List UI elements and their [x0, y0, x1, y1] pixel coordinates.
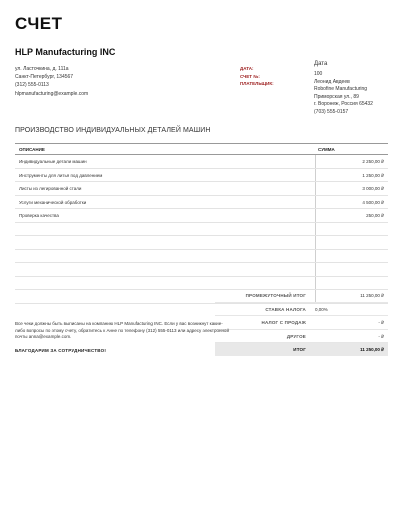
table-row	[15, 209, 388, 223]
payer-company: Robofine Manufacturing	[314, 86, 368, 93]
total-label: ИТОГ	[293, 347, 306, 352]
item-amount: 2 250,00 ₽	[362, 159, 384, 164]
table-row	[15, 277, 388, 291]
item-amount: 3 000,00 ₽	[362, 186, 384, 191]
table-body	[15, 155, 388, 304]
tax-rate-row	[215, 303, 388, 317]
date-label: ДАТА:	[240, 66, 254, 71]
payer-street: Приморская ул., 89	[314, 93, 359, 100]
payer-city: г. Воронеж, Россия 65432	[314, 101, 373, 108]
date-value: Дата	[314, 61, 328, 67]
table-row	[15, 196, 388, 210]
item-description: Инструменты для литья под давлением	[19, 172, 103, 178]
company-email: hlpmanufacturing@example.com	[15, 90, 89, 97]
thanks-message: БЛАГОДАРИМ ЗА СОТРУДНИЧЕСТВО!	[15, 348, 107, 353]
invoice-meta-values	[314, 61, 373, 117]
sales-tax-row	[215, 316, 388, 330]
other-row	[215, 330, 388, 344]
item-description: Проверка качества	[19, 213, 59, 218]
item-amount: 250,00 ₽	[366, 213, 384, 218]
company-phone: (312) 555-0113	[15, 82, 49, 89]
company-name: HLP Manufacturing INC	[15, 47, 116, 57]
invoice-number-value: 100	[314, 71, 323, 77]
sales-tax-label: НАЛОГ С ПРОДАЖ	[261, 320, 306, 325]
table-row	[15, 263, 388, 277]
subtotal-label: ПРОМЕЖУТОЧНЫЙ ИТОГ	[245, 293, 306, 298]
amount-header: СУММА	[318, 146, 335, 152]
items-table	[15, 143, 388, 304]
table-row	[15, 169, 388, 183]
tax-rate-value: 0,00%	[315, 306, 328, 312]
item-amount: 4 500,00 ₽	[362, 199, 384, 205]
table-row	[15, 155, 388, 169]
table-row	[15, 223, 388, 237]
invoice-number-label: СЧЕТ №:	[240, 73, 260, 79]
table-row	[15, 250, 388, 264]
company-city: Санкт-Петербург, 134567	[15, 74, 74, 81]
invoice-meta-labels	[240, 65, 274, 88]
other-label: ДРУГОЕ	[286, 333, 306, 339]
item-description: Индивидуальные детали машин	[19, 159, 87, 164]
payer-label: ПЛАТЕЛЬЩИК:	[240, 81, 274, 87]
item-description: Услуги механической обработки	[19, 199, 87, 205]
totals-block	[215, 289, 388, 356]
item-amount: 1 250,00 ₽	[362, 172, 384, 178]
sales-tax-value: - ₽	[378, 320, 384, 325]
table-header	[15, 143, 388, 155]
tax-rate-label: СТАВКА НАЛОГА	[265, 306, 306, 312]
payment-note: Все чеки должны быть выписаны на компанию HLP Manufacturing INC. Если у вас возникнут какие-либо вопросы по этому счету, обратитесь к Анне по телефону (312) 555-0113 или адресу электронной почты anna@example.com.	[15, 321, 229, 340]
project-title: ПРОИЗВОДСТВО ИНДИВИДУАЛЬНЫХ ДЕТАЛЕЙ МАШИН	[15, 127, 211, 134]
invoice-title: СЧЕТ	[15, 14, 63, 33]
total-value: 11 250,00 ₽	[360, 347, 384, 352]
company-street: ул. Ласточкина, д. 111а	[15, 66, 69, 72]
payer-phone: (703) 555-0157	[314, 108, 349, 115]
company-address	[15, 65, 88, 98]
item-description: Листы из легированной стали	[19, 186, 82, 191]
table-row	[15, 182, 388, 196]
description-header: ОПИСАНИЕ	[19, 146, 45, 152]
other-value: - ₽	[378, 333, 384, 339]
total-row	[215, 343, 388, 356]
subtotal-value: 11 250,00 ₽	[360, 293, 384, 298]
subtotal-row	[215, 289, 388, 303]
table-row	[15, 236, 388, 250]
payer-name: Леонид Авдеев	[314, 78, 350, 85]
